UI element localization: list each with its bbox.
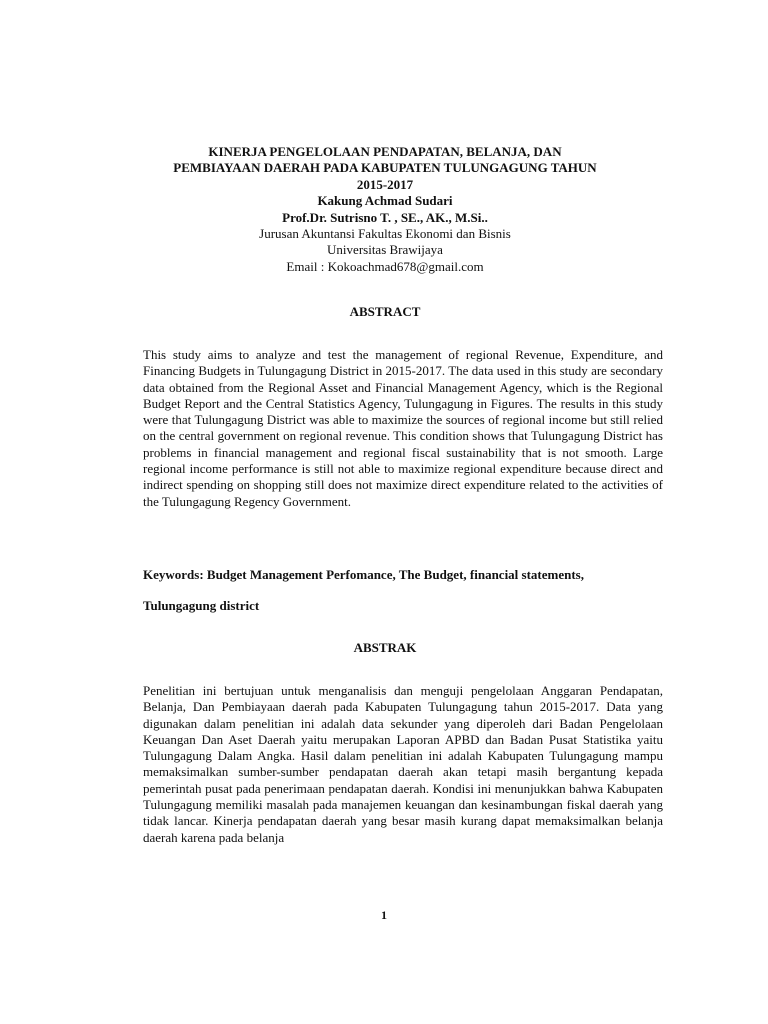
abstract-heading: ABSTRACT bbox=[349, 304, 421, 319]
author-name: Kakung Achmad Sudari bbox=[317, 193, 453, 209]
abstract-body: This study aims to analyze and test the management of regional Revenue, Expenditure, and Financing Budgets in Tulungagung District in 2015-2017. The data used in this study are secondary data obtained from the Regional Asset and Financial Management Agency, which is the Regional Budget Report and the Central Statistics Agency, Tulungagung in Figures. The results in this study were that Tulungagung District was able to maximize the sources of regional income but still relied on the central government on regional revenue. This condition shows that Tulungagung District has problems in financial management and regional fiscal sustainability that is not smooth. Large regional income performance is still not able to maximize regional expenditure because direct and indirect spending on shopping still does not maximize direct expenditure related to the activities of the Tulungagung Regency Government. bbox=[143, 347, 663, 509]
paper-title-line-3: 2015-2017 bbox=[356, 176, 414, 192]
department: Jurusan Akuntansi Fakultas Ekonomi dan Bisnis bbox=[259, 226, 511, 242]
page-number: 1 bbox=[381, 908, 387, 922]
paper-header bbox=[120, 144, 650, 275]
abstrak-body: Penelitian ini bertujuan untuk menganalisis dan menguji pengelolaan Anggaran Pendapatan, Belanja, Dan Pembiayaan daerah pada Kabupaten Tulungagung tahun 2015-2017. Data yang digunakan dalam penelitian ini adalah data sekunder yang diperoleh dari Badan Pengelolaan Keuangan Dan Aset Daerah yaitu merupakan Laporan APBD dan Badan Pusat Statistika yaitu Tulungagung Dalam Angka. Hasil dalam penelitian ini adalah Kabupaten Tulungagung mampu memaksimalkan sumber-sumber pendapatan daerah akan tetapi masih bergantung kepada pemerintah pusat pada penerimaan pendapatan daerah. Kondisi ini menunjukkan bahwa Kabupaten Tulungagung memiliki masalah pada manajemen keuangan dan kesinambungan fiskal daerah yang tidak lancar. Kinerja pendapatan daerah yang besar masih kurang dapat memaksimalkan belanja daerah karena pada belanja bbox=[143, 683, 663, 845]
paper-title-line-2: PEMBIAYAAN DAERAH PADA KABUPATEN TULUNGAGUNG TAHUN bbox=[173, 160, 597, 176]
keywords-line-2: Tulungagung district bbox=[143, 598, 260, 613]
university: Universitas Brawijaya bbox=[327, 242, 443, 258]
author-email: Email : Kokoachmad678@gmail.com bbox=[286, 258, 484, 274]
paper-title-line-1: KINERJA PENGELOLAAN PENDAPATAN, BELANJA, DAN bbox=[208, 144, 562, 159]
keywords-line-1: Keywords: Budget Management Perfomance, The Budget, financial statements, bbox=[143, 567, 584, 582]
supervisor-name: Prof.Dr. Sutrisno T. , SE., AK., M.Si.. bbox=[282, 209, 488, 225]
abstrak-heading: ABSTRAK bbox=[353, 640, 417, 655]
